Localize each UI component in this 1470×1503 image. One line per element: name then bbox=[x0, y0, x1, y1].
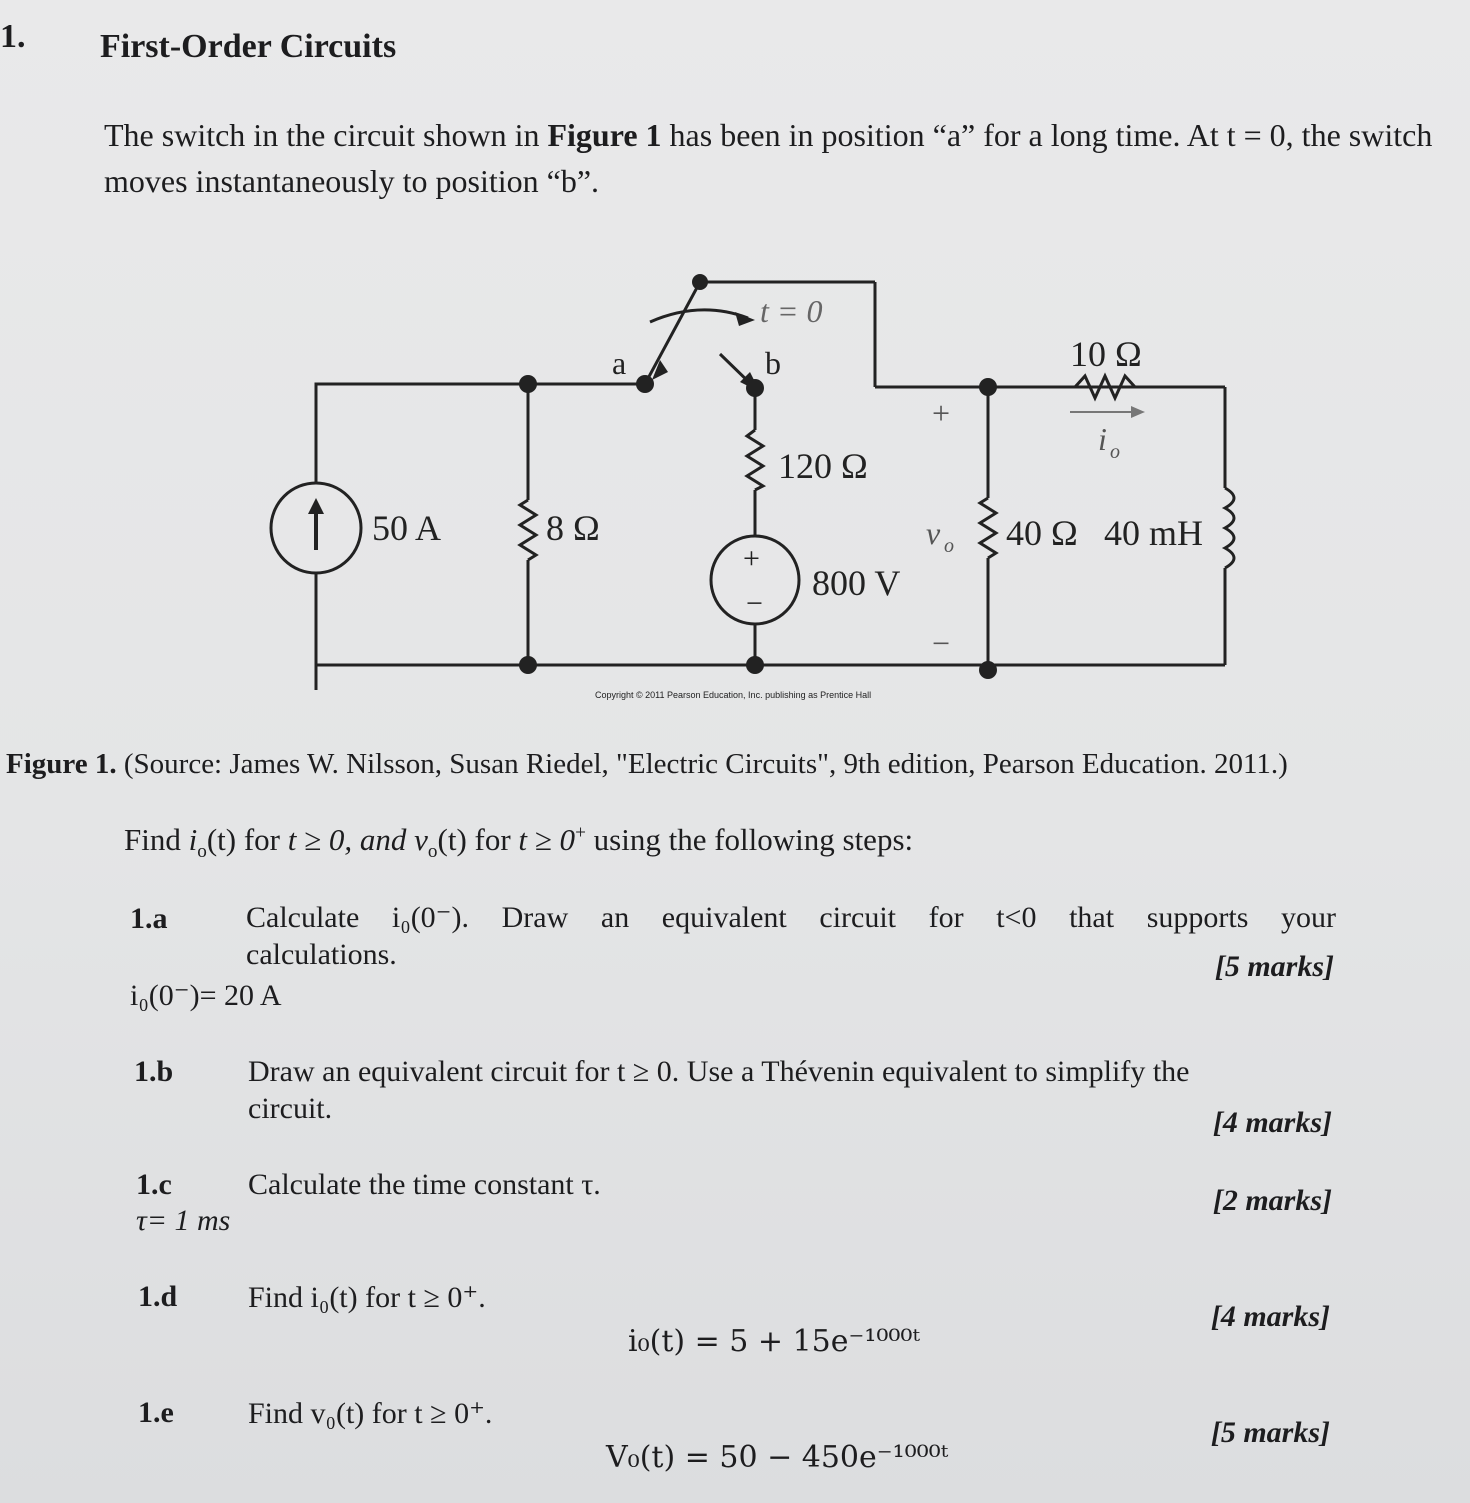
io-subscript: o bbox=[1110, 441, 1120, 463]
question-number: 1. bbox=[0, 18, 26, 55]
vo-subscript: o bbox=[944, 535, 954, 557]
item-text-1e: Find v₀(t) for t ≥ 0⁺. bbox=[248, 1397, 493, 1430]
answer-1d: i₀(t) = 5 + 15e⁻¹⁰⁰⁰ᵗ bbox=[628, 1324, 920, 1359]
voltage-plus: + bbox=[743, 542, 760, 575]
problem-statement bbox=[104, 112, 1464, 204]
voltage-source-label: 800 V bbox=[812, 563, 901, 603]
item-label-1b: 1.b bbox=[134, 1055, 174, 1088]
item-text-1b: Draw an equivalent circuit for t ≥ 0. Use a Thévenin equivalent to simplify the bbox=[248, 1055, 1190, 1088]
intro-text-2: has been in position “a” for a long time. At t = 0, the switch moves instantaneously to position “b”. bbox=[104, 117, 1433, 199]
switch-time-label: t = 0 bbox=[760, 293, 823, 329]
item-label-1a: 1.a bbox=[130, 902, 168, 935]
item-text-1b-line2: circuit. bbox=[248, 1092, 333, 1125]
intro-text-1: The switch in the circuit shown in bbox=[104, 117, 548, 153]
vo-minus: − bbox=[932, 625, 951, 661]
marks-1c: [2 marks] bbox=[1212, 1184, 1332, 1217]
resistor-8-label: 8 Ω bbox=[546, 508, 600, 548]
item-label-1c: 1.c bbox=[136, 1168, 172, 1201]
marks-1e: [5 marks] bbox=[1210, 1416, 1330, 1449]
switch-position-b: b bbox=[765, 345, 781, 381]
caption-text: (Source: James W. Nilsson, Susan Riedel, "Electric Circuits", 9th edition, Pearson Education. 2011.) bbox=[116, 748, 1288, 780]
caption-label: Figure 1. bbox=[6, 748, 117, 780]
item-text-1d: Find i₀(t) for t ≥ 0⁺. bbox=[248, 1281, 486, 1314]
switch-position-a: a bbox=[612, 345, 627, 381]
marks-1d: [4 marks] bbox=[1210, 1300, 1330, 1333]
marks-1b: [4 marks] bbox=[1212, 1106, 1332, 1139]
vo-plus: + bbox=[932, 395, 951, 431]
voltage-minus: − bbox=[746, 587, 763, 620]
circuit-diagram bbox=[240, 260, 1240, 710]
item-text-1a: Calculate i₀(0⁻). Draw an equivalent circuit for t<0 that supports your bbox=[246, 901, 1336, 934]
figure-reference: Figure 1 bbox=[547, 117, 662, 153]
figure-caption bbox=[6, 748, 1288, 781]
resistor-120-label: 120 Ω bbox=[778, 446, 868, 486]
answer-1a: i₀(0⁻)= 20 A bbox=[130, 979, 282, 1012]
io-label: i bbox=[1098, 421, 1107, 457]
resistor-10-label: 10 Ω bbox=[1070, 334, 1142, 374]
inductor-label: 40 mH bbox=[1104, 513, 1203, 553]
item-label-1d: 1.d bbox=[138, 1280, 178, 1313]
marks-1a: [5 marks] bbox=[1214, 950, 1334, 983]
copyright-note: Copyright © 2011 Pearson Education, Inc. publishing as Prentice Hall bbox=[595, 690, 872, 700]
instructions: Find $i_o(t)$ for t ≥ 0, and $v_o(t)$ for t ≥ 0+ using the following steps: bbox=[124, 822, 914, 863]
section-title: First-Order Circuits bbox=[100, 28, 397, 65]
vo-label: v bbox=[926, 515, 941, 551]
item-text-1c: Calculate the time constant τ. bbox=[248, 1168, 601, 1201]
item-label-1e: 1.e bbox=[138, 1396, 174, 1429]
answer-1e: V₀(t) = 50 − 450e⁻¹⁰⁰⁰ᵗ bbox=[606, 1440, 949, 1475]
answer-1c: τ= 1 ms bbox=[136, 1204, 231, 1237]
item-text-1a-line2: calculations. bbox=[246, 938, 397, 971]
resistor-40-label: 40 Ω bbox=[1006, 513, 1078, 553]
current-source-label: 50 A bbox=[372, 508, 442, 548]
